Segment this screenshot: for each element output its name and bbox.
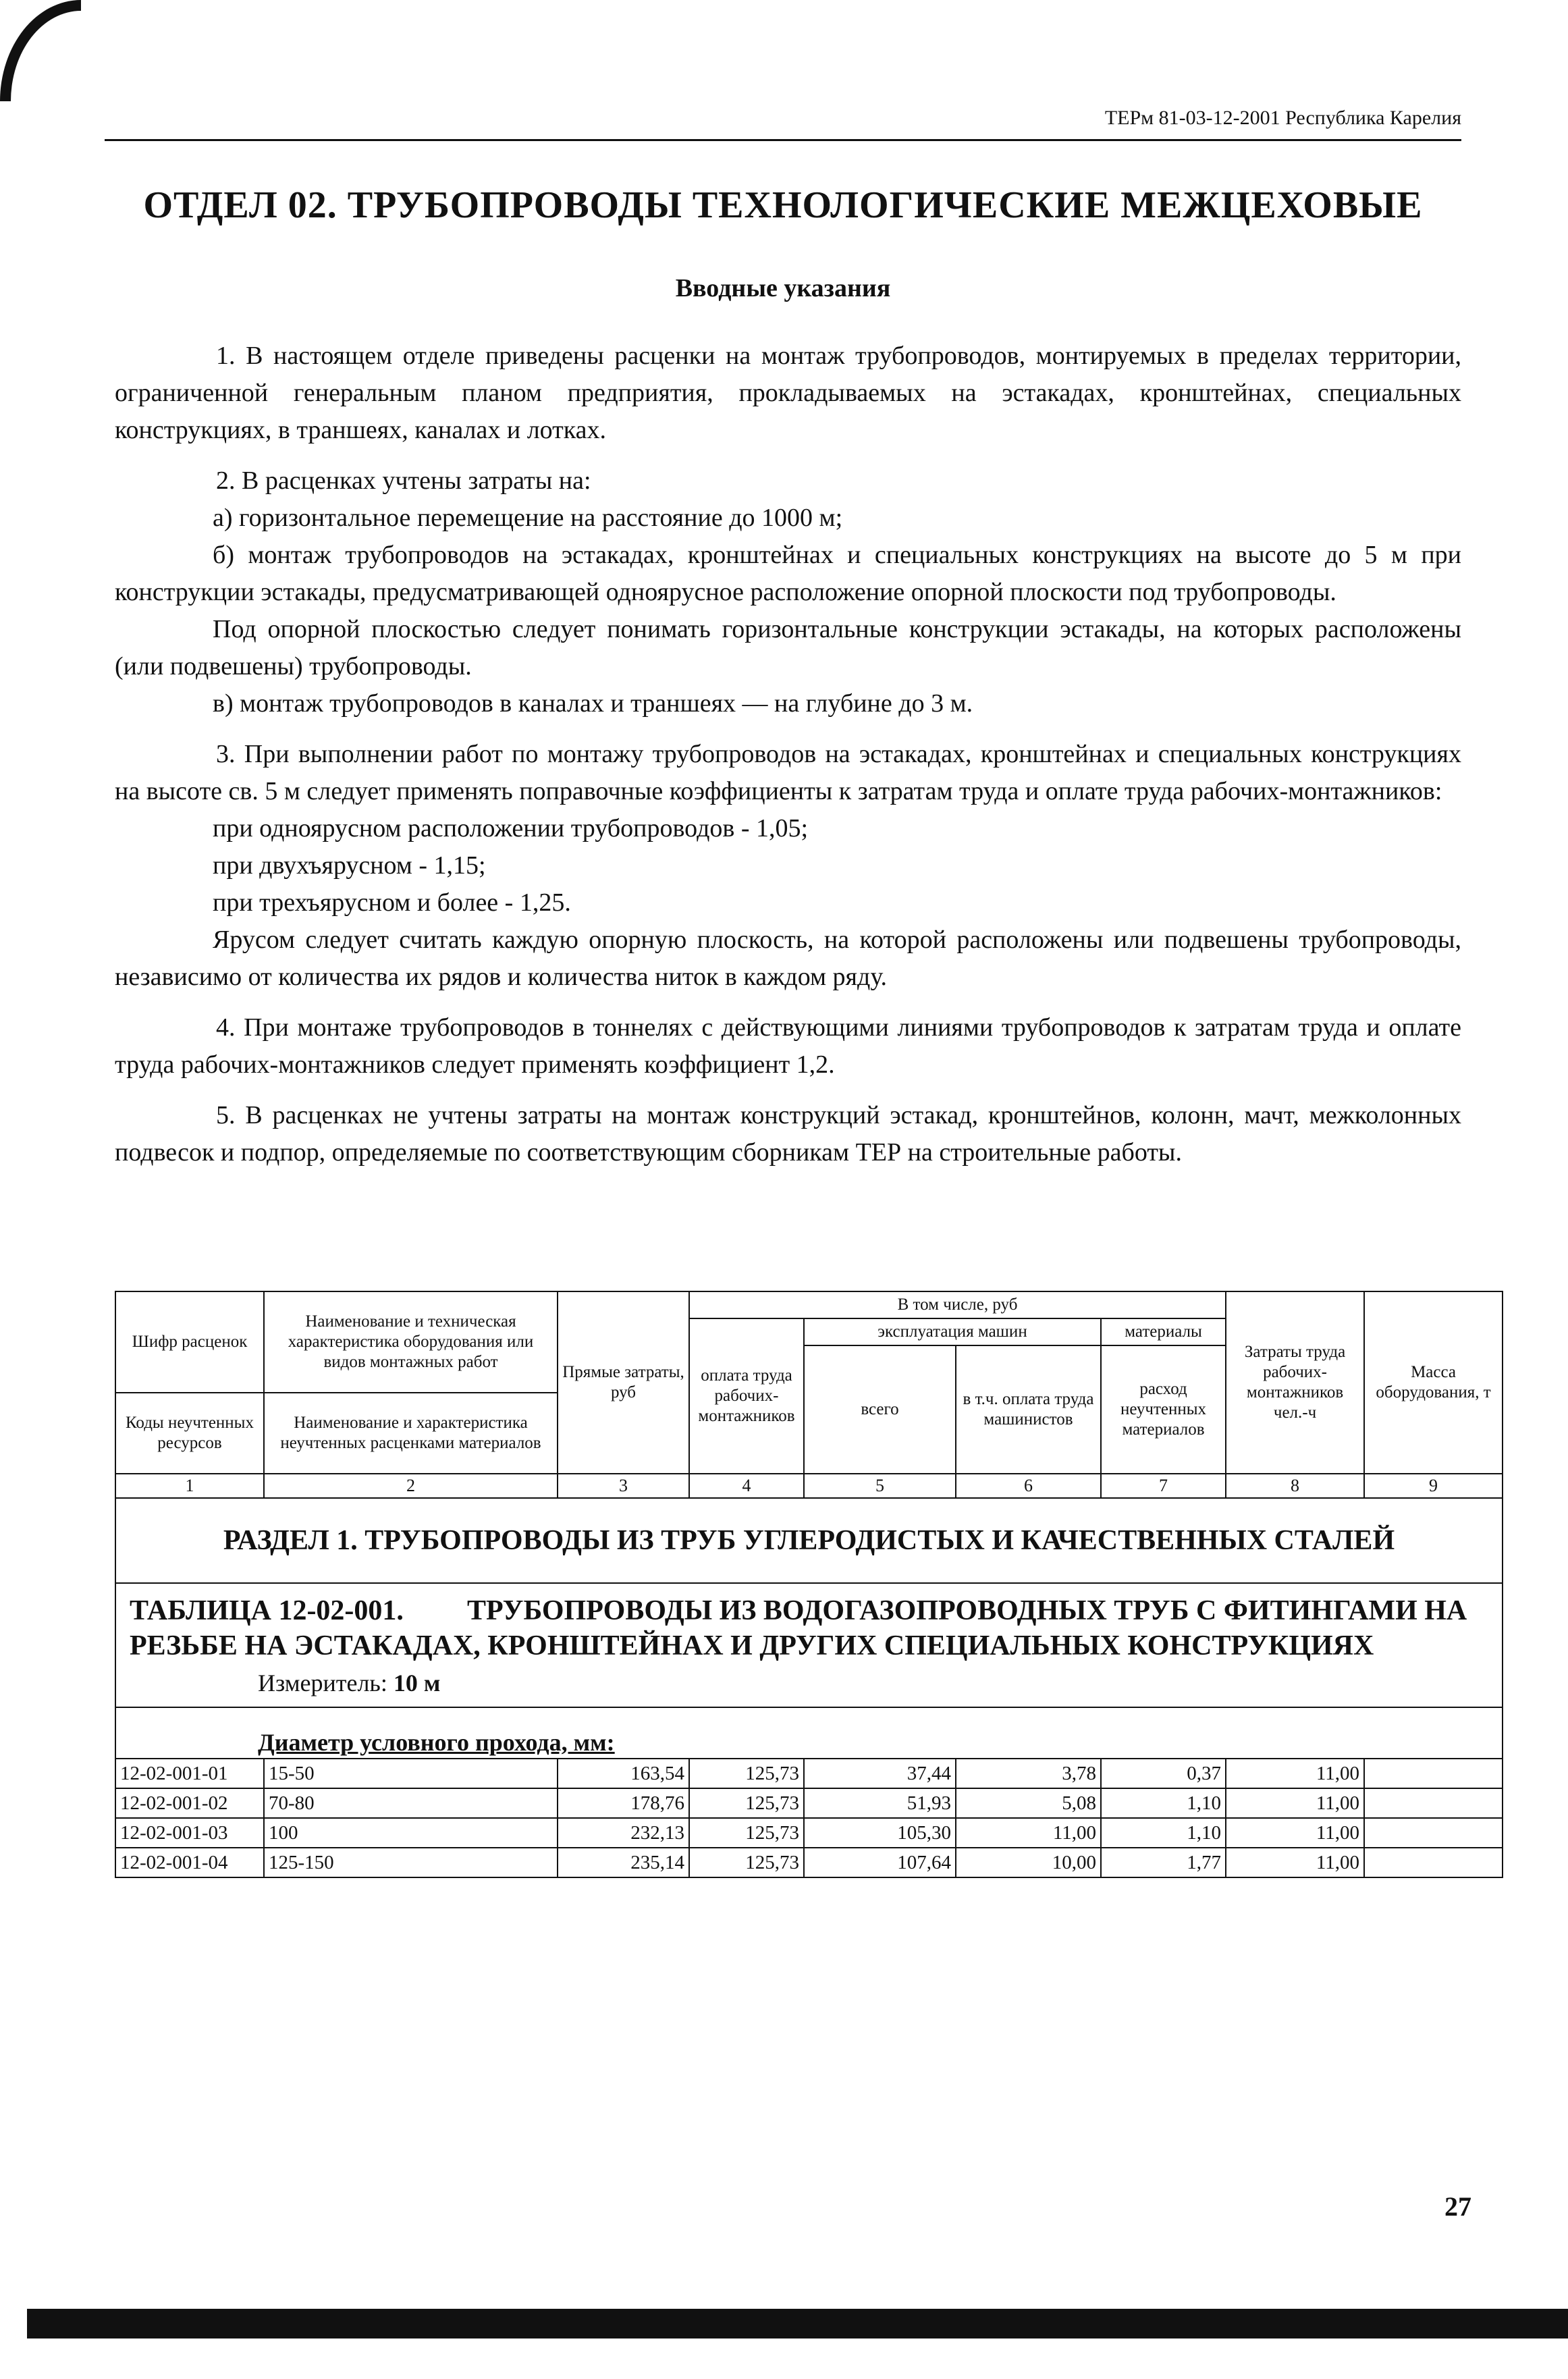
scan-border-bottom [27, 2309, 1568, 2338]
cell-labor: 11,00 [1226, 1788, 1364, 1818]
cell-code: 12-02-001-03 [115, 1818, 264, 1848]
header-wages: оплата труда рабочих-монтажников [689, 1318, 804, 1474]
cell-materials: 1,10 [1101, 1788, 1226, 1818]
header-mass: Масса оборудования, т [1364, 1291, 1503, 1474]
paragraph: 4. При монтаже трубопроводов в тоннелях с действующими линиями трубопроводов к затратам труда и оплате труда рабочих-монтажников следует применять коэффициент 1,2. [115, 1013, 1461, 1079]
column-number: 6 [956, 1474, 1101, 1498]
column-number: 7 [1101, 1474, 1226, 1498]
header-labor: Затраты труда рабочих-монтажников чел.-ч [1226, 1291, 1364, 1474]
column-number: 9 [1364, 1474, 1503, 1498]
cell-name: 70-80 [264, 1788, 558, 1818]
paragraph: б) монтаж трубопроводов на эстакадах, кронштейнах и специальных конструкциях на высоте до 5 м при конструкции эстакады, предусматривающей одноярусное расположение опорной плоскости под трубопроводы. [115, 541, 1461, 606]
cell-machines: 105,30 [804, 1818, 956, 1848]
cell-code: 12-02-001-01 [115, 1759, 264, 1788]
header-operator-wages: в т.ч. оплата труда машинистов [956, 1345, 1101, 1474]
column-number: 8 [1226, 1474, 1364, 1498]
cell-name: 125-150 [264, 1848, 558, 1877]
column-number: 5 [804, 1474, 956, 1498]
cell-direct: 235,14 [558, 1848, 689, 1877]
paragraph: при двухъярусном - 1,15; [213, 851, 486, 880]
cell-wages: 125,73 [689, 1848, 804, 1877]
cell-code: 12-02-001-02 [115, 1788, 264, 1818]
unit-value: 10 м [393, 1669, 441, 1696]
header-code: Шифр расценок [115, 1291, 264, 1393]
paragraph: а) горизонтальное перемещение на расстояние до 1000 м; [213, 504, 843, 532]
cell-materials: 1,10 [1101, 1818, 1226, 1848]
cell-name: 100 [264, 1818, 558, 1848]
paragraph: в) монтаж трубопроводов в каналах и траншеях — на глубине до 3 м. [213, 689, 973, 718]
cell-machines: 51,93 [804, 1788, 956, 1818]
column-number: 4 [689, 1474, 804, 1498]
paragraph: при одноярусном расположении трубопроводов - 1,05; [213, 814, 809, 843]
diameter-caption [115, 1707, 1503, 1759]
table-row [115, 1818, 1503, 1848]
table-title-block [115, 1583, 1503, 1707]
cell-direct: 232,13 [558, 1818, 689, 1848]
table-row [115, 1848, 1503, 1877]
table-title-text: ТРУБОПРОВОДЫ ИЗ ВОДОГАЗОПРОВОДНЫХ ТРУБ С ФИТИНГАМИ НА РЕЗЬБЕ НА ЭСТАКАДАХ, КРОНШТЕЙНАХ И ДРУГИХ СПЕЦИАЛЬНЫХ КОНСТРУКЦИЯХ [130, 1595, 1467, 1661]
cell-direct: 163,54 [558, 1759, 689, 1788]
page-number: 27 [1444, 2191, 1471, 2222]
cell-materials: 1,77 [1101, 1848, 1226, 1877]
cell-operators: 5,08 [956, 1788, 1101, 1818]
cell-wages: 125,73 [689, 1788, 804, 1818]
column-number: 2 [264, 1474, 558, 1498]
cell-labor: 11,00 [1226, 1759, 1364, 1788]
page-title: ОТДЕЛ 02. ТРУБОПРОВОДЫ ТЕХНОЛОГИЧЕСКИЕ МЕЖЦЕХОВЫЕ [143, 184, 1423, 226]
cell-wages: 125,73 [689, 1759, 804, 1788]
paragraph: 2. В расценках учтены затраты на: [216, 466, 591, 495]
paragraph: 5. В расценках не учтены затраты на монтаж конструкций эстакад, кронштейнов, колонн, мачт, межколонных подвесок и подпор, определяемые по соответствующим сборникам ТЕР на строительные работы. [115, 1101, 1461, 1167]
cell-operators: 3,78 [956, 1759, 1101, 1788]
cell-machines: 107,64 [804, 1848, 956, 1877]
table-row [115, 1788, 1503, 1818]
header-including: В том числе, руб [689, 1291, 1226, 1318]
diameter-label: Диаметр условного прохода, мм: [258, 1729, 615, 1756]
cell-operators: 10,00 [956, 1848, 1101, 1877]
cell-name: 15-50 [264, 1759, 558, 1788]
header-direct-costs: Прямые затраты, руб [558, 1291, 689, 1474]
column-number: 3 [558, 1474, 689, 1498]
header-total: всего [804, 1345, 956, 1474]
cell-machines: 37,44 [804, 1759, 956, 1788]
header-resource-names: Наименование и характеристика неучтенных расценками материалов [264, 1393, 558, 1474]
cell-mass [1364, 1848, 1503, 1877]
cell-operators: 11,00 [956, 1818, 1101, 1848]
scan-border-corner [0, 0, 81, 101]
cell-materials: 0,37 [1101, 1759, 1226, 1788]
running-header: ТЕРм 81-03-12-2001 Республика Карелия [105, 107, 1461, 141]
table-label: ТАБЛИЦА 12-02-001. [130, 1595, 404, 1626]
paragraph: Ярусом следует считать каждую опорную плоскость, на которой расположены или подвешены трубопроводы, независимо от количества их рядов и количества ниток в каждом ряду. [115, 926, 1461, 991]
table-title [116, 1584, 1502, 1663]
section-title: РАЗДЕЛ 1. ТРУБОПРОВОДЫ ИЗ ТРУБ УГЛЕРОДИСТЫХ И КАЧЕСТВЕННЫХ СТАЛЕЙ [115, 1498, 1503, 1583]
header-name: Наименование и техническая характеристика оборудования или видов монтажных работ [264, 1291, 558, 1393]
rates-table [115, 1291, 1502, 1878]
cell-mass [1364, 1818, 1503, 1848]
paragraph: при трехъярусном и более - 1,25. [213, 888, 571, 917]
cell-mass [1364, 1759, 1503, 1788]
header-material-cost: расход неучтенных материалов [1101, 1345, 1226, 1474]
cell-labor: 11,00 [1226, 1818, 1364, 1848]
header-resource-codes: Коды неучтенных ресурсов [115, 1393, 264, 1474]
table-row [115, 1759, 1503, 1788]
cell-mass [1364, 1788, 1503, 1818]
column-number: 1 [115, 1474, 264, 1498]
cell-code: 12-02-001-04 [115, 1848, 264, 1877]
section-subtitle: Вводные указания [675, 274, 891, 302]
paragraph: 1. В настоящем отделе приведены расценки на монтаж трубопроводов, монтируемых в пределах территории, ограниченной генеральным планом предприятия, прокладываемых на эстакадах, кронштейнах, специальных конструкциях, в траншеях, каналах и лотках. [115, 342, 1461, 444]
cell-direct: 178,76 [558, 1788, 689, 1818]
paragraph: 3. При выполнении работ по монтажу трубопроводов на эстакадах, кронштейнах и специальных конструкциях на высоте св. 5 м следует применять поправочные коэффициенты к затратам труда и оплате труда рабочих-монтажников: [115, 740, 1461, 805]
header-materials: материалы [1101, 1318, 1226, 1345]
cell-labor: 11,00 [1226, 1848, 1364, 1877]
cell-wages: 125,73 [689, 1818, 804, 1848]
unit-of-measure [116, 1669, 1502, 1707]
unit-label: Измеритель: [258, 1669, 387, 1696]
header-machines: эксплуатация машин [804, 1318, 1101, 1345]
paragraph: Под опорной плоскостью следует понимать горизонтальные конструкции эстакады, на которых расположены (или подвешены) трубопроводы. [115, 615, 1461, 680]
introductory-notes [115, 338, 1461, 1171]
